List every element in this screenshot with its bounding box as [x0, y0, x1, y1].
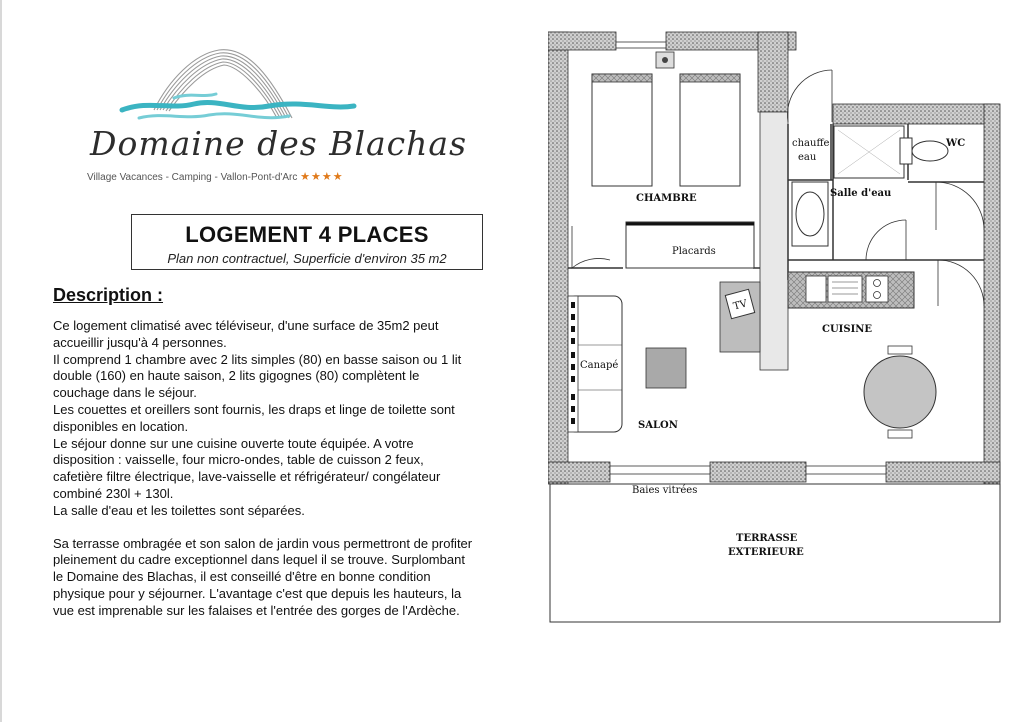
page-title: LOGEMENT 4 PLACES — [185, 222, 429, 247]
label-canape: Canapé — [580, 360, 619, 371]
page-edge — [0, 0, 2, 722]
label-exterieure: EXTERIEURE — [728, 547, 804, 558]
label-placards: Placards — [672, 246, 716, 257]
entrance-door — [787, 70, 832, 122]
description-body — [53, 318, 473, 620]
bedroom-window — [616, 42, 666, 48]
description-heading: Description : — [53, 285, 164, 305]
wc-door — [936, 182, 984, 230]
label-baies-vitrees: Baies vitrées — [632, 485, 698, 496]
description-paragraph: La salle d'eau et les toilettes sont séparées. — [53, 502, 305, 518]
description-paragraph: Sa terrasse ombragée et son salon de jardin vous permettront de profiter pleinement du cadre exceptionnel dans lequel il se trouve. Surplombant le Domaine des Blachas, il est conseillé d'être en bonne condition physique pour y séjourner. L'avantage c'est que depuis les hauteurs, la vue est imprenable sur les falaises et l'entrée des gorges de l'Ardèche. — [53, 535, 473, 618]
label-tv: TV — [732, 298, 749, 313]
description-paragraph: Le séjour donne sur une cuisine ouverte toute équipée. A votre disposition : vaisselle, four micro-ondes, table de cuisson 2 feux, cafetière filtre électrique, lave-vaisselle et réfrigérateur/ congélateur combiné 230l + 130l. — [53, 435, 441, 501]
toilet-bowl — [912, 141, 948, 161]
paragraph-gap — [53, 520, 473, 536]
bedroom-beds — [592, 74, 740, 186]
label-wc: WC — [946, 138, 966, 149]
page-subtitle: Plan non contractuel, Superficie d'environ 35 m2 — [167, 251, 447, 266]
sliding-window-left — [610, 466, 710, 474]
logo-tagline-text: Village Vacances - Camping - Vallon-Pont-d'Arc — [87, 172, 298, 183]
logo-tagline — [87, 170, 344, 183]
description-paragraph: Les couettes et oreillers sont fournis, les draps et linge de toilette sont disponibles en location. — [53, 401, 455, 434]
label-salon: SALON — [638, 420, 678, 431]
label-chauffe-eau-2: eau — [798, 152, 817, 163]
kitchen-drainer — [828, 276, 862, 302]
kitchen-sink — [806, 276, 826, 302]
logo-stars: ★★★★ — [300, 171, 344, 183]
label-chauffe-eau-1: chauffe — [792, 138, 830, 149]
logo-name: Domaine des Blachas — [90, 124, 468, 163]
bathroom-door — [866, 220, 906, 260]
air-conditioner-icon — [662, 57, 668, 63]
floor-plan-drawing — [548, 30, 1004, 624]
toilet-tank — [900, 138, 912, 164]
coffee-table — [646, 348, 686, 388]
label-chambre: CHAMBRE — [636, 193, 697, 204]
logo-mountain-graphic — [44, 40, 394, 190]
bedroom-door — [572, 226, 610, 268]
washbasin — [796, 192, 824, 236]
dining-set — [864, 346, 936, 438]
sliding-window-right — [806, 466, 886, 474]
label-cuisine: CUISINE — [822, 324, 873, 335]
label-terrasse: TERRASSE — [736, 533, 798, 544]
wardrobe — [626, 222, 754, 268]
description-paragraph: Ce logement climatisé avec téléviseur, d'une surface de 35m2 peut accueillir jusqu'à 4 personnes. — [53, 318, 439, 350]
title-box — [131, 214, 483, 270]
description-paragraph: Il comprend 1 chambre avec 2 lits simples (80) en basse saison ou 1 lit double (160) en haute saison, 2 lits gigognes (80) complètent le couchage dans le séjour. — [53, 351, 462, 401]
side-door — [938, 260, 984, 306]
label-salle-deau: Salle d'eau — [830, 188, 892, 199]
floor-plan — [548, 30, 1004, 624]
logo — [44, 40, 468, 190]
